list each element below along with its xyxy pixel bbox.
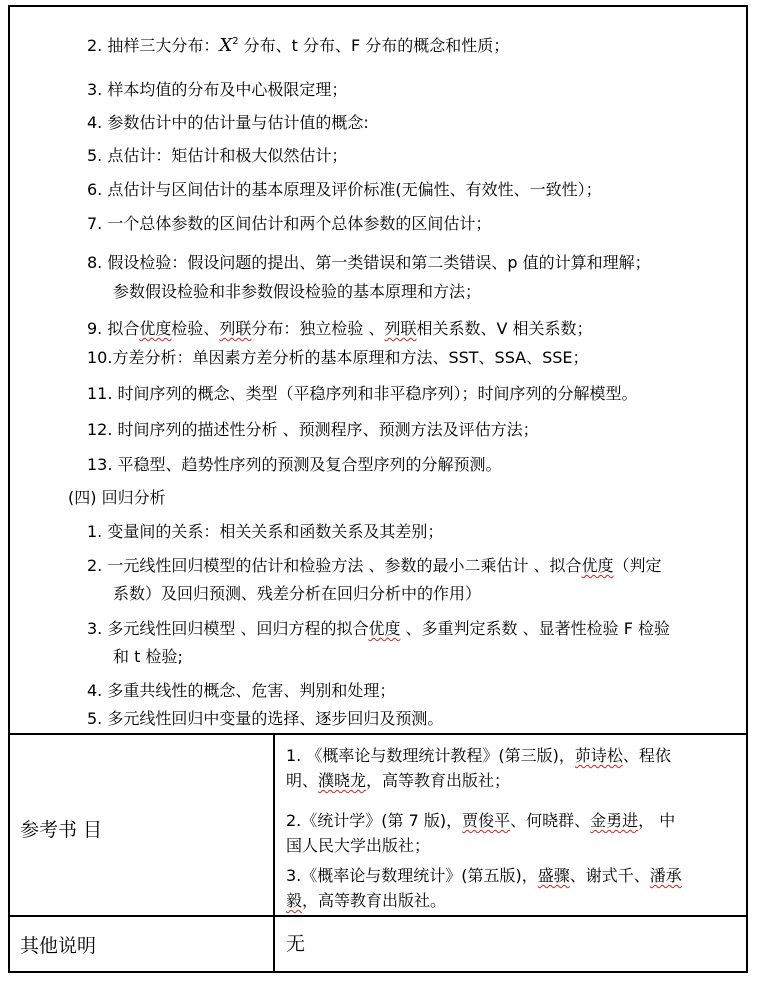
reference-book-3: 3.《概率论与数理统计》(第五版)，盛骤、谢式千、潘承 毅，高等教育出版社。 [286,866,682,910]
regression-item-2-line-1: 2. 一元线性回归模型的估计和检验方法 、参数的最小二乘估计 、拟合优度（判定 [87,556,662,575]
column-divider [273,733,275,973]
reference-book-2: 2.《统计学》(第 7 版)，贾俊平、何晓群、金勇进， 中 国人民大学出版社； [286,811,676,855]
outline-item-8-line-2: 参数假设检验和非参数假设检验的基本原理和方法； [113,282,482,301]
regression-item-4: 4. 多重共线性的概念、危害、判别和处理； [87,681,396,700]
outline-item-2: 2. 抽样三大分布：$X^2$ 分布、t 分布、F 分布的概念和性质； [87,35,510,56]
regression-item-5: 5. 多元线性回归中变量的选择、逐步回归及预测。 [87,709,444,728]
outline-item-9: 9. 拟合优度检验、列联分布：独立检验 、列联相关系数、V 相关系数； [87,319,593,338]
regression-item-3-line-1: 3. 多元线性回归模型 、回归方程的拟合优度 、多重判定系数 、显著性检验 F 检验 [87,619,671,638]
row-divider-other [10,915,746,917]
outline-item-12: 12. 时间序列的描述性分析 、预测程序、预测方法及评估方法； [87,420,539,439]
outline-item-3: 3. 样本均值的分布及中心极限定理； [87,80,348,99]
chi-symbol: X [219,35,233,56]
reference-book-1: 1. 《概率论与数理统计教程》(第三版)，茆诗松、程依 明、濮晓龙，高等教育出版社； [286,746,671,790]
outline-item-6: 6. 点估计与区间估计的基本原理及评价标准(无偏性、有效性、一致性）； [87,180,602,199]
section-heading-regression: (四) 回归分析 [68,488,166,507]
outline-item-4: 4. 参数估计中的估计量与估计值的概念: [87,113,369,132]
chi-superscript: 2 [232,36,239,47]
references-label: 参考书 目 [20,819,103,841]
outline-item-7: 7. 一个总体参数的区间估计和两个总体参数的区间估计； [87,214,492,233]
outline-item-8-line-1: 8. 假设检验：假设问题的提出、第一类错误和第二类错误、p 值的计算和理解； [87,253,651,272]
outline-item-10: 10.方差分析：单因素方差分析的基本原理和方法、SST、SSA、SSE； [87,348,589,367]
syllabus-table [8,5,748,973]
regression-item-2-line-2: 系数）及回归预测、残差分析在回归分析中的作用） [113,584,482,603]
regression-item-1: 1. 变量间的关系：相关关系和函数关系及其差别； [87,522,444,541]
regression-item-3-line-2: 和 t 检验; [113,647,183,666]
other-notes-value: 无 [286,933,306,955]
outline-cell [10,7,746,733]
other-notes-label: 其他说明 [20,935,97,957]
outline-item-5: 5. 点估计：矩估计和极大似然估计； [87,146,348,165]
outline-item-11: 11. 时间序列的概念、类型（平稳序列和非平稳序列）；时间序列的分解模型。 [87,384,638,403]
outline-item-13: 13. 平稳型、趋势性序列的预测及复合型序列的分解预测。 [87,455,502,474]
row-divider-references [10,733,746,735]
